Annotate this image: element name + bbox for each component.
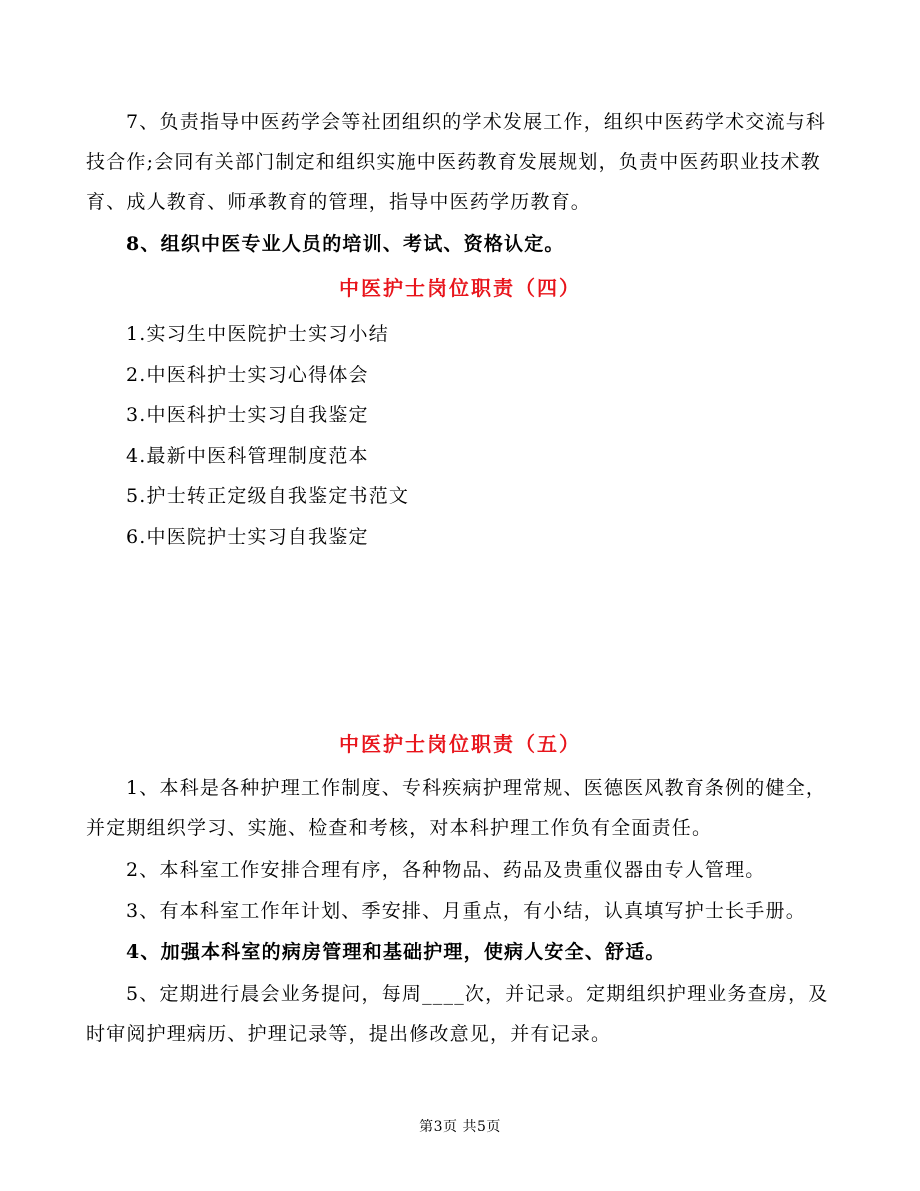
section5-item-5: 5、定期进行晨会业务提问，每周____次，并记录。定期组织护理业务查房，及时审阅护理病历、护理记录等，提出修改意见，并有记录。 (86, 983, 829, 1045)
section5-item-4: 4、加强本科室的病房管理和基础护理，使病人安全、舒适。 (126, 941, 666, 963)
section5-item-2: 2、本科室工作安排合理有序，各种物品、药品及贵重仪器由专人管理。 (126, 859, 766, 881)
related-link-5[interactable]: 5.护士转正定级自我鉴定书范文 (126, 485, 410, 507)
page-number: 第3页 共5页 (419, 1119, 501, 1135)
related-link-3[interactable]: 3.中医科护士实习自我鉴定 (126, 404, 369, 426)
related-link-4[interactable]: 4.最新中医科管理制度范本 (126, 444, 369, 467)
section5-item-3: 3、有本科室工作年计划、季安排、月重点，有小结，认真填写护士长手册。 (126, 900, 806, 922)
section5-item-1: 1、本科是各种护理工作制度、专科疾病护理常规、医德医风教育条例的健全，并定期组织学习、实施、检查和考核，对本科护理工作负有全面责任。 (86, 777, 827, 839)
section4-title: 中医护士岗位职责（四） (339, 276, 581, 300)
related-links-list (126, 314, 409, 557)
section5-title: 中医护士岗位职责（五） (339, 732, 581, 756)
duty-item-7: 7、负责指导中医药学会等社团组织的学术发展工作，组织中医药学术交流与科技合作;会同有关部门制定和组织实施中医药教育发展规划，负责中医药职业技术教育、成人教育、师承教育的管理，指导中医药学历教育。 (86, 111, 827, 213)
related-link-2[interactable]: 2.中医科护士实习心得体会 (126, 363, 369, 386)
duty-item-8: 8、组织中医专业人员的培训、考试、资格认定。 (126, 233, 565, 255)
related-link-6[interactable]: 6.中医院护士实习自我鉴定 (126, 525, 369, 548)
related-link-1[interactable]: 1.实习生中医院护士实习小结 (126, 323, 389, 345)
